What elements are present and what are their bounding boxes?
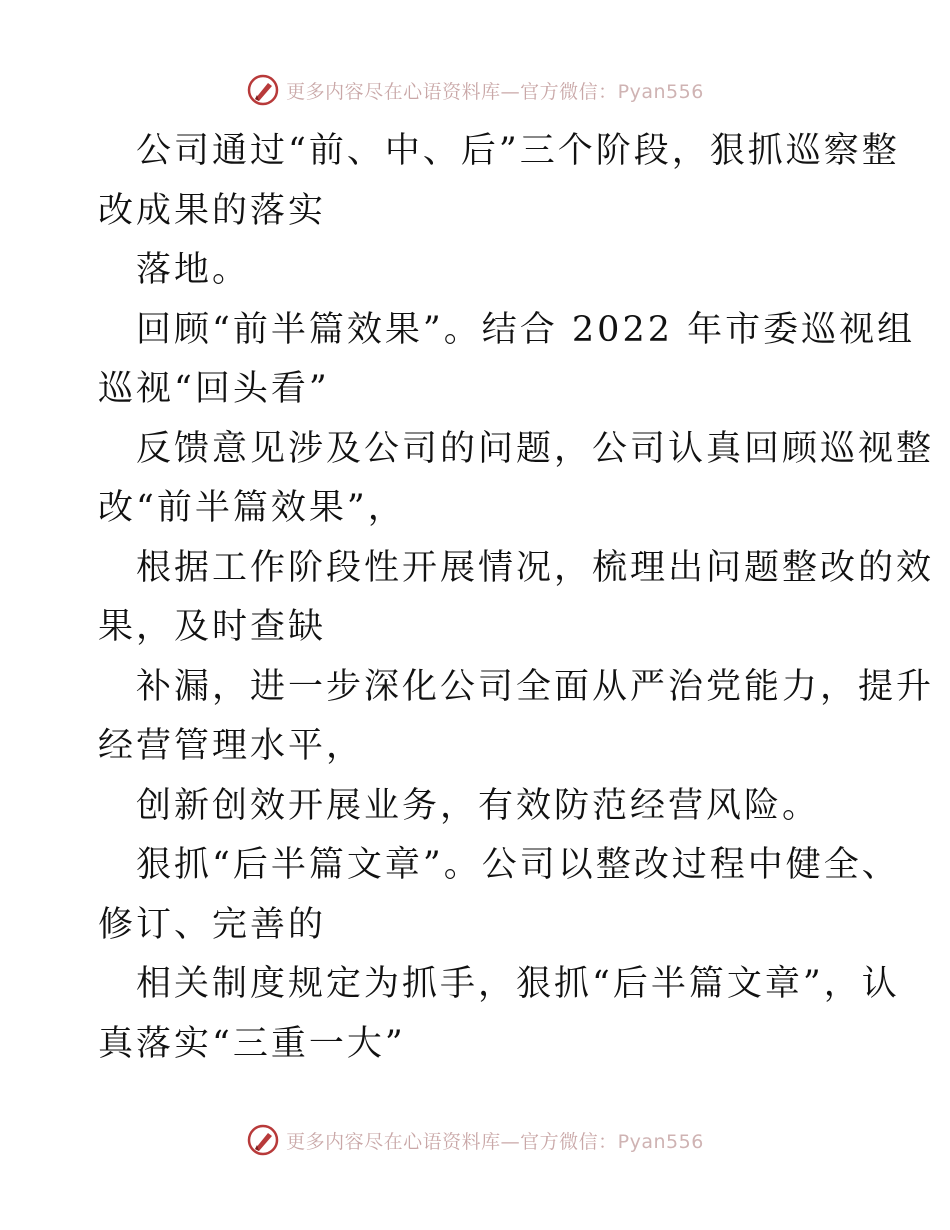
paragraph-line: 反馈意见涉及公司的问题，公司认真回顾巡视整 bbox=[136, 428, 935, 469]
paragraph-line: 果，及时查缺 bbox=[98, 607, 327, 647]
watermark-text: 更多内容尽在心语资料库—官方微信：Pyan556 bbox=[286, 80, 704, 103]
paragraph-line: 真落实“三重一大” bbox=[98, 1023, 406, 1064]
paragraph-line: 狠抓“后半篇文章”。公司以整改过程中健全、 bbox=[136, 845, 900, 885]
footer-watermark bbox=[0, 1120, 950, 1160]
paragraph-line: 落地。 bbox=[136, 250, 251, 290]
watermark-text: 更多内容尽在心语资料库—官方微信：Pyan556 bbox=[286, 1130, 704, 1153]
paragraph-line: 补漏，进一步深化公司全面从严治党能力，提升 bbox=[136, 666, 935, 707]
paragraph-line: 回顾“前半篇效果”。结合 2022 年市委巡视组 bbox=[136, 309, 916, 350]
paragraph-line: 修订、完善的 bbox=[98, 904, 327, 945]
document-body bbox=[98, 122, 935, 1074]
paragraph-line: 改成果的落实 bbox=[98, 190, 327, 231]
paragraph-line: 根据工作阶段性开展情况，梳理出问题整改的效 bbox=[136, 547, 935, 588]
header-watermark bbox=[0, 70, 950, 110]
watermark-handle: Pyan556 bbox=[617, 1130, 704, 1153]
paragraph-line: 改“前半篇效果”， bbox=[98, 488, 406, 528]
pen-logo-icon bbox=[246, 73, 280, 107]
paragraph-line: 相关制度规定为抓手，狠抓“后半篇文章”，认 bbox=[136, 964, 900, 1004]
paragraph-line: 创新创效开展业务，有效防范经营风险。 bbox=[136, 785, 821, 826]
watermark-handle: Pyan556 bbox=[617, 80, 704, 103]
paragraph-line: 巡视“回头看” bbox=[98, 369, 330, 409]
pen-logo-icon bbox=[246, 1123, 280, 1157]
paragraph-line: 公司通过“前、中、后”三个阶段，狠抓巡察整 bbox=[136, 131, 900, 171]
paragraph-line: 经营管理水平， bbox=[98, 726, 365, 766]
